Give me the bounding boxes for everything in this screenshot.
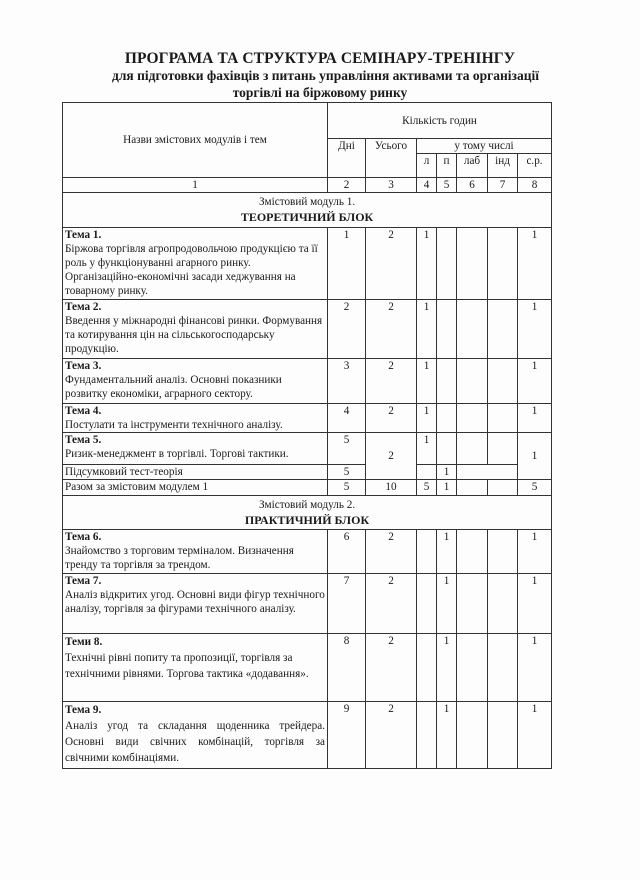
cell-ind [488, 634, 518, 702]
cell-total: 2 [366, 634, 417, 702]
table-row-topic-5 [63, 433, 552, 465]
module-2-label: Змістовий модуль 2. [258, 498, 356, 511]
module-2-header [63, 496, 552, 530]
cell-ind [488, 300, 518, 359]
cell-ind [488, 480, 518, 496]
topic-title: Тема 5. [65, 434, 102, 446]
module-1-total-label: Разом за змістовим модулем 1 [63, 480, 328, 496]
table-row-topic-3 [63, 359, 552, 404]
cell-l [417, 465, 437, 480]
cell-lab [457, 702, 488, 769]
header-ind: інд [488, 154, 518, 178]
cell-days: 9 [328, 702, 366, 769]
cell-sr: 1 [518, 433, 552, 480]
cell-lab [457, 530, 488, 574]
cell-p [437, 228, 457, 300]
topic-text: Фундаментальний аналіз. Основні показники розвитку економіки, аграрного сектору. [65, 374, 282, 400]
cell-ind [488, 574, 518, 634]
cell-lab [457, 228, 488, 300]
topic-title: Тема 7. [65, 575, 102, 587]
table-row-topic-7 [63, 574, 552, 634]
cell-days: 3 [328, 359, 366, 404]
cell-l [417, 702, 437, 769]
topic-title: Тема 4. [65, 405, 102, 417]
cell-p [437, 404, 457, 433]
cell-total: 2 [366, 702, 417, 769]
topic-title: Теми 8. [65, 636, 103, 648]
table-row-topic-2 [63, 300, 552, 359]
cell-l [417, 634, 437, 702]
header-row-1 [63, 103, 552, 139]
header-including: у тому числі [417, 139, 552, 154]
cell-days: 5 [328, 465, 366, 480]
col-num: 1 [63, 178, 328, 193]
topic-title: Тема 1. [65, 229, 102, 241]
table-row-final-test [63, 465, 552, 480]
cell-days: 8 [328, 634, 366, 702]
cell-sr: 1 [518, 634, 552, 702]
topic-title: Тема 2. [65, 301, 102, 313]
cell-lab [457, 404, 488, 433]
cell-p: 1 [437, 530, 457, 574]
document-subtitle-line1: для підготовки фахівців з питань управління активами та організації [112, 68, 539, 83]
cell-p: 1 [437, 574, 457, 634]
cell-ind [488, 359, 518, 404]
cell-p [437, 359, 457, 404]
cell-lab-ind [457, 465, 518, 480]
col-num: 7 [488, 178, 518, 193]
cell-l: 5 [417, 480, 437, 496]
cell-total: 10 [366, 480, 417, 496]
col-num: 4 [417, 178, 437, 193]
cell-sr: 1 [518, 359, 552, 404]
column-numbers-row [63, 178, 552, 193]
cell-lab [457, 359, 488, 404]
cell-sr: 1 [518, 530, 552, 574]
cell-days: 6 [328, 530, 366, 574]
table-row-topic-8 [63, 634, 552, 702]
topic-text: Ризик-менеджмент в торгівлі. Торгові тактики. [65, 448, 289, 460]
cell-l [417, 530, 437, 574]
header-days: Дні [328, 139, 366, 178]
topic-text: Аналіз відкритих угод. Основні види фігур технічного аналізу, торгівля за фігурами технічного аналізу. [65, 589, 325, 615]
cell-sr: 1 [518, 574, 552, 634]
cell-total: 2 [366, 433, 417, 480]
cell-total: 2 [366, 404, 417, 433]
cell-l: 1 [417, 228, 437, 300]
cell-days: 7 [328, 574, 366, 634]
col-num: 8 [518, 178, 552, 193]
cell-total: 2 [366, 228, 417, 300]
cell-total: 2 [366, 359, 417, 404]
header-lab: лаб [457, 154, 488, 178]
cell-lab [457, 480, 488, 496]
cell-l: 1 [417, 404, 437, 433]
table-row-topic-4 [63, 404, 552, 433]
topic-text: Постулати та інструменти технічного аналізу. [65, 419, 283, 431]
module-2-name: ПРАКТИЧНИЙ БЛОК [244, 512, 370, 527]
module-1-label: Змістовий модуль 1. [258, 196, 356, 208]
col-num: 3 [366, 178, 417, 193]
cell-total: 2 [366, 300, 417, 359]
cell-p [437, 433, 457, 465]
cell-days: 1 [328, 228, 366, 300]
cell-days: 5 [328, 480, 366, 496]
table-row-topic-9 [63, 702, 552, 769]
cell-sr: 1 [518, 702, 552, 769]
document-subtitle-line2: торгівлі на біржовому ринку [232, 85, 408, 100]
table-row-topic-1 [63, 228, 552, 300]
cell-l: 1 [417, 300, 437, 359]
cell-ind [488, 530, 518, 574]
cell-l: 1 [417, 359, 437, 404]
cell-lab [457, 574, 488, 634]
cell-days: 2 [328, 300, 366, 359]
col-num: 2 [328, 178, 366, 193]
cell-p: 1 [437, 480, 457, 496]
cell-days: 4 [328, 404, 366, 433]
cell-ind [488, 433, 518, 465]
cell-p: 1 [437, 702, 457, 769]
cell-days: 5 [328, 433, 366, 465]
cell-p: 1 [437, 465, 457, 480]
cell-l [417, 574, 437, 634]
cell-ind [488, 702, 518, 769]
topic-text: Введення у міжнародні фінансові ринки. Формування та котирування цін на сільськогосподарську продукцію. [65, 315, 323, 355]
header-sr: с.р. [518, 154, 552, 178]
document-title: ПРОГРАМА ТА СТРУКТУРА СЕМІНАРУ-ТРЕНІНГУ [124, 50, 516, 67]
cell-ind [488, 404, 518, 433]
header-names: Назви змістових модулів і тем [63, 103, 328, 178]
cell-lab [457, 300, 488, 359]
cell-total: 2 [366, 530, 417, 574]
col-num: 5 [437, 178, 457, 193]
cell-ind [488, 228, 518, 300]
header-p: п [437, 154, 457, 178]
cell-sr: 5 [518, 480, 552, 496]
cell-sr: 1 [518, 300, 552, 359]
cell-lab [457, 634, 488, 702]
program-table [62, 102, 552, 769]
cell-sr: 1 [518, 228, 552, 300]
cell-p: 1 [437, 634, 457, 702]
col-num: 6 [457, 178, 488, 193]
topic-title: Тема 9. [65, 704, 102, 716]
table-row-topic-6 [63, 530, 552, 574]
topic-text: Технічні рівні попиту та пропозиції, торгівля за технічними рівнями. Торгова тактика «додавання». [65, 652, 309, 680]
cell-lab [457, 433, 488, 465]
topic-text: Аналіз угод та складання щоденника трейдера. Основні види свічних комбінацій, торгівля за свічними комбінаціями. [65, 720, 325, 764]
header-hours: Кількість годин [328, 103, 552, 139]
cell-total: 2 [366, 574, 417, 634]
topic-text: Знайомство з торговим терміналом. Визначення тренду та торгівля за трендом. [65, 545, 294, 571]
module-1-header [63, 193, 552, 228]
topic-title: Тема 3. [65, 360, 102, 372]
table-row-module-1-total [63, 480, 552, 496]
module-1-name: ТЕОРЕТИЧНИЙ БЛОК [240, 210, 374, 224]
final-test-label: Підсумковий тест-теорія [63, 465, 328, 480]
cell-l: 1 [417, 433, 437, 465]
cell-p [437, 300, 457, 359]
header-total: Усього [366, 139, 417, 178]
header-l: л [417, 154, 437, 178]
topic-title: Тема 6. [65, 531, 102, 543]
cell-sr: 1 [518, 404, 552, 433]
topic-text: Біржова торгівля агропродовольчою продукцією та її роль у функціонуванні агарного ринку. Організаційно-економічні засади хеджування на товарному ринку. [65, 243, 318, 297]
